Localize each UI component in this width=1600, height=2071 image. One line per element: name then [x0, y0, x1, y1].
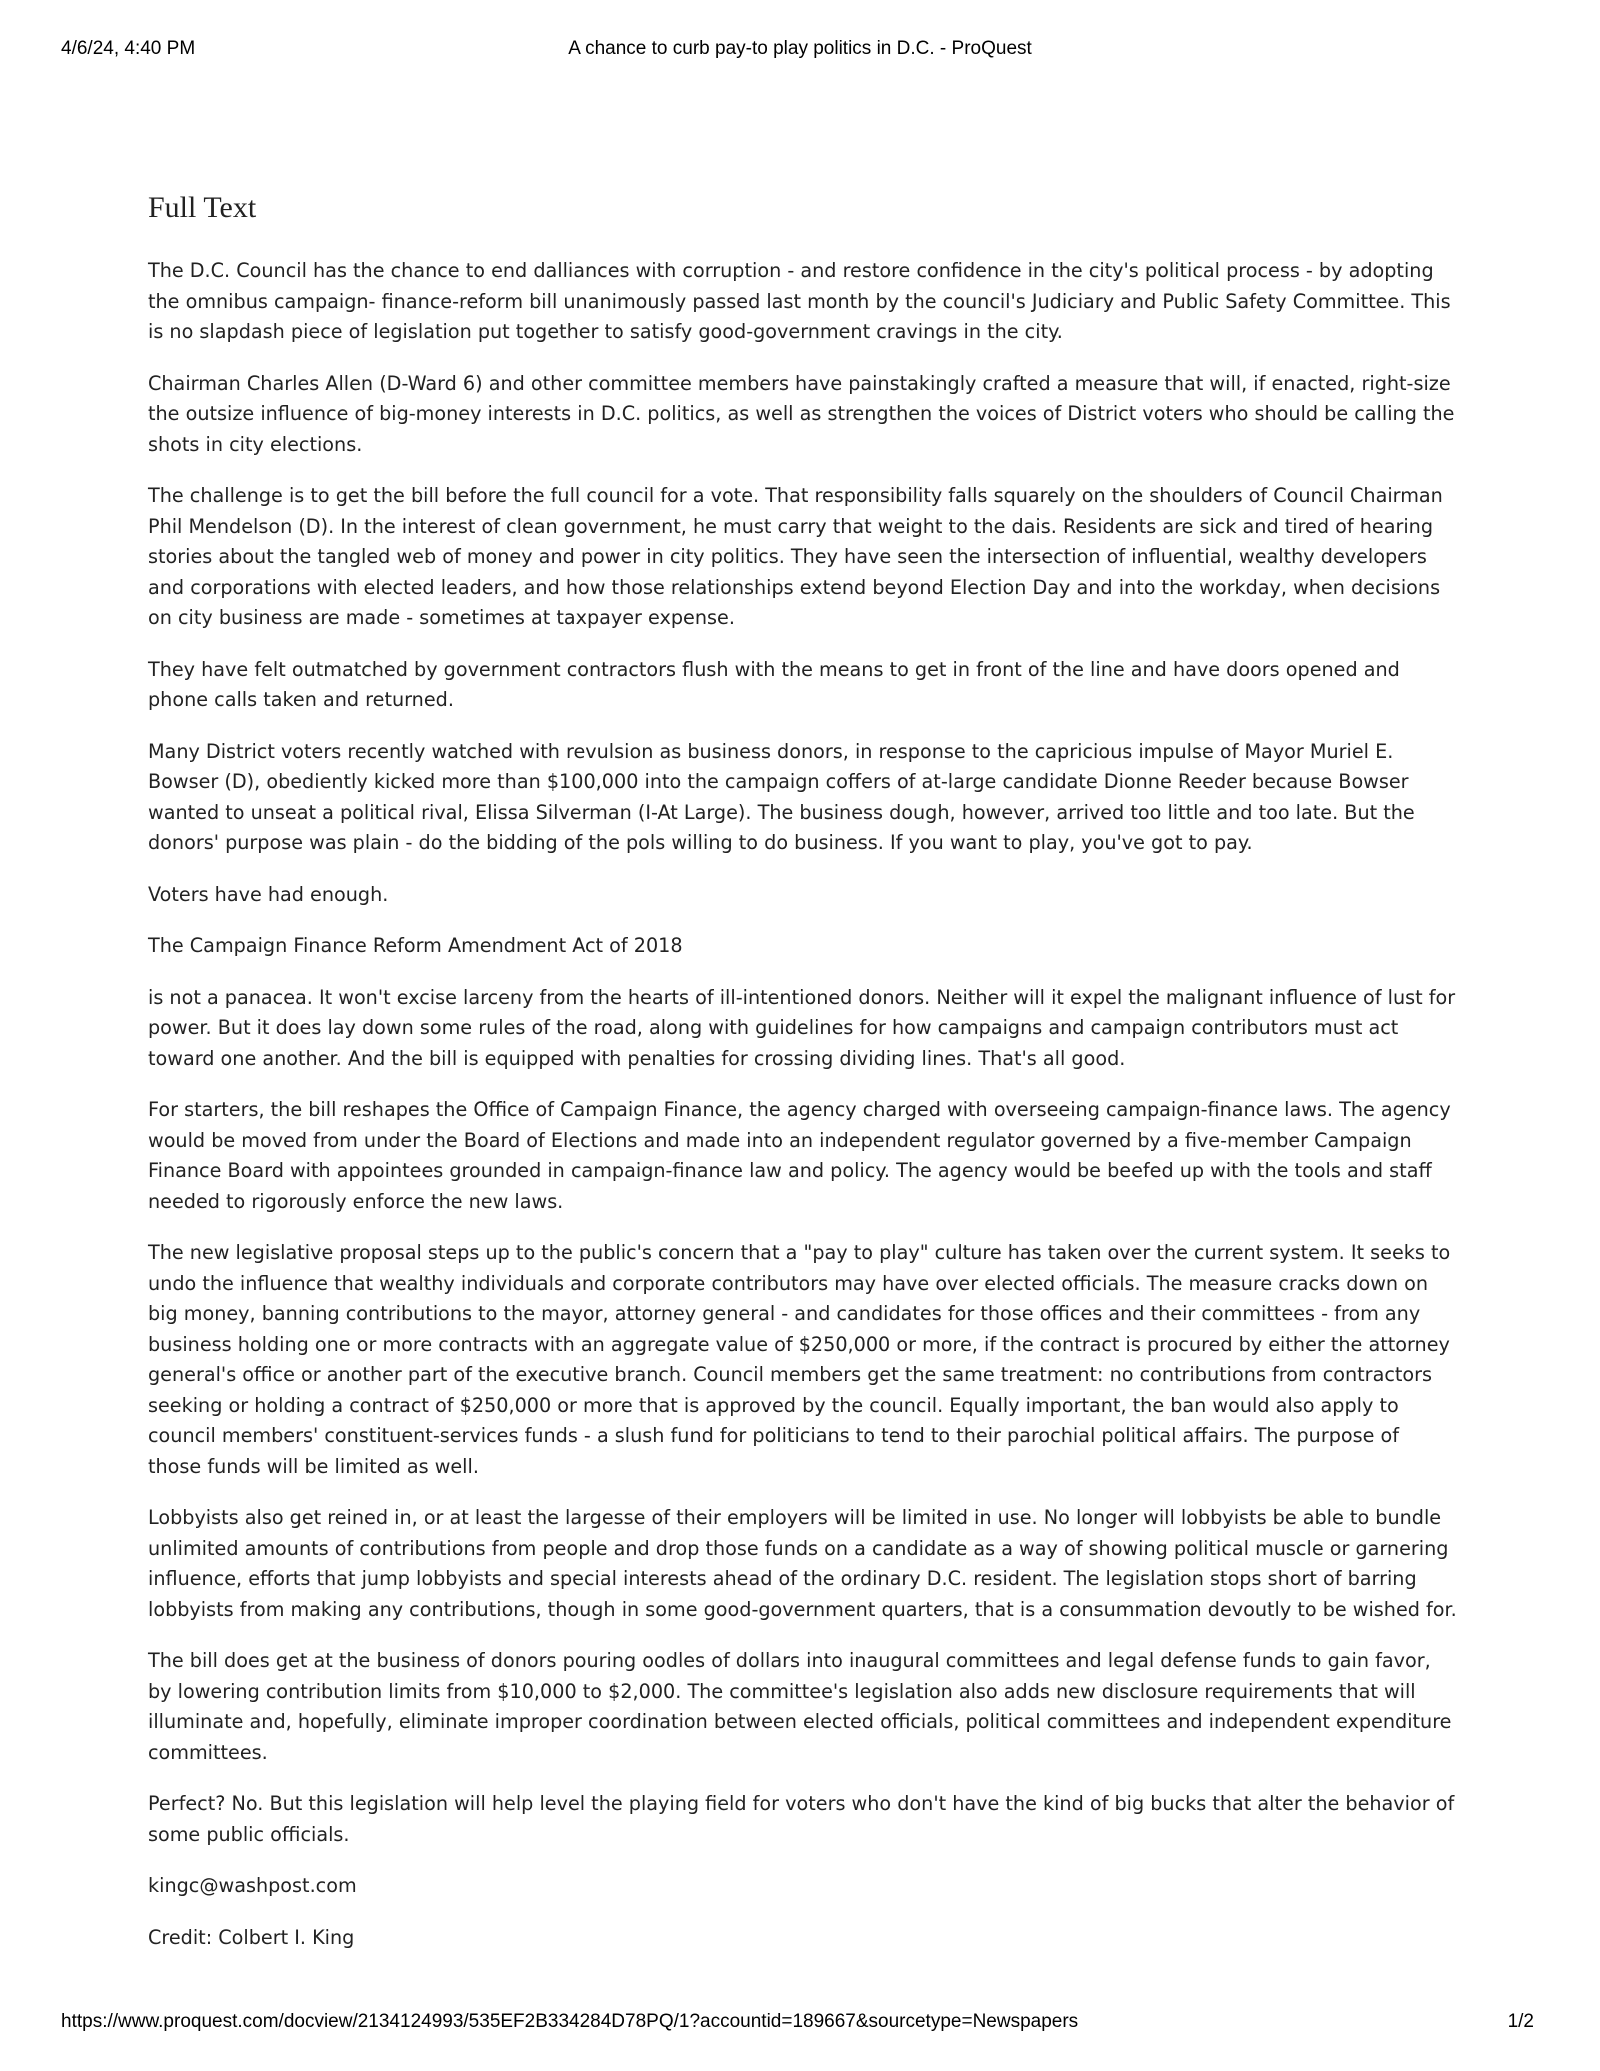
print-header [0, 38, 1600, 66]
article-paragraph: Many District voters recently watched with revulsion as business donors, in response to the capricious impulse of Mayor Muriel E. Bowser (D), obediently kicked more than $100,000 into the campaign coffers of at-large candidate Dionne Reeder because Bowser wanted to unseat a political rival, Elissa Silverman (I-At Large). The business dough, however, arrived too little and too late. But the donors' purpose was plain - do the bidding of the pols willing to do business. If you want to play, you've got to pay. [148, 739, 1415, 854]
article-body [148, 256, 1458, 1953]
section-heading: Full Text [148, 191, 257, 224]
article-paragraph: Chairman Charles Allen (D-Ward 6) and other committee members have painstakingly crafted a measure that will, if enacted, right-size the outsize influence of big-money interests in D.C. politics, as well as strengthen the voices of District voters who should be calling the shots in city elections. [148, 371, 1455, 456]
article-paragraph: The new legislative proposal steps up to the public's concern that a "pay to play" culture has taken over the current system. It seeks to undo the influence that wealthy individuals and corporate contributors may have over elected officials. The measure cracks down on big money, banning contributions to the mayor, attorney general - and candidates for those offices and their committees - from any business holding one or more contracts with an aggregate value of $250,000 or more, if the contract is procured by either the attorney general's office or another part of the executive branch. Council members get the same treatment: no contributions from contractors seeking or holding a contract of $250,000 or more that is approved by the council. Equally important, the ban would also apply to council members' constituent-services funds - a slush fund for politicians to tend to their parochial political affairs. The purpose of those funds will be limited as well. [148, 1241, 1451, 1478]
article-paragraph: Voters have had enough. [148, 882, 389, 906]
article-paragraph: Perfect? No. But this legislation will help level the playing field for voters who don't have the kind of big bucks that alter the behavior of some public officials. [148, 1792, 1455, 1846]
print-page-title: A chance to curb pay-to play politics in D.C. - ProQuest [568, 38, 1032, 59]
article-paragraph: The challenge is to get the bill before the full council for a vote. That responsibility falls squarely on the shoulders of Council Chairman Phil Mendelson (D). In the interest of clean government, he must carry that weight to the dais. Residents are sick and tired of hearing stories about the tangled web of money and power in city politics. They have seen the intersection of influential, wealthy developers and corporations with elected leaders, and how those relationships extend beyond Election Day and into the workday, when decisions on city business are made - sometimes at taxpayer expense. [148, 484, 1443, 629]
document-content [148, 188, 1458, 1974]
article-paragraph: For starters, the bill reshapes the Office of Campaign Finance, the agency charged with overseeing campaign-finance laws. The agency would be moved from under the Board of Elections and made into an independent regulator governed by a five-member Campaign Finance Board with appointees grounded in campaign-finance law and policy. The agency would be beefed up with the tools and staff needed to rigorously enforce the new laws. [148, 1098, 1451, 1213]
article-paragraph: is not a panacea. It won't excise larceny from the hearts of ill-intentioned donors. Neither will it expel the malignant influence of lust for power. But it does lay down some rules of the road, along with guidelines for how campaigns and campaign contributors must act toward one another. And the bill is equipped with penalties for crossing dividing lines. That's all good. [148, 985, 1456, 1070]
author-email: kingc@washpost.com [148, 1874, 357, 1897]
article-paragraph: The bill does get at the business of donors pouring oodles of dollars into inaugural committees and legal defense funds to gain favor, by lowering contribution limits from $10,000 to $2,000. The committee's legislation also adds new disclosure requirements that will illuminate and, hopefully, eliminate improper coordination between elected officials, political committees and independent expenditure committees. [148, 1649, 1452, 1764]
author-credit: Credit: Colbert I. King [148, 1925, 355, 1949]
article-paragraph: The D.C. Council has the chance to end dalliances with corruption - and restore confidence in the city's political process - by adopting the omnibus campaign- finance-reform bill unanimously passed last month by the council's Judiciary and Public Safety Committee. This is no slapdash piece of legislation put together to satisfy good-government cravings in the city. [148, 259, 1451, 343]
print-datetime: 4/6/24, 4:40 PM [61, 38, 196, 59]
page-number: 1/2 [1507, 2011, 1534, 2032]
article-paragraph: Lobbyists also get reined in, or at least the largesse of their employers will be limited in use. No longer will lobbyists be able to bundle unlimited amounts of contributions from people and drop those funds on a candidate as a way of showing political muscle or garnering influence, efforts that jump lobbyists and special interests ahead of the ordinary D.C. resident. The legislation stops short of barring lobbyists from making any contributions, though in some good-government quarters, that is a consummation devoutly to be wished for. [148, 1506, 1457, 1621]
print-footer [0, 2011, 1600, 2039]
article-paragraph: The Campaign Finance Reform Amendment Act of 2018 [148, 934, 683, 957]
article-paragraph: They have felt outmatched by government contractors flush with the means to get in front of the line and have doors opened and phone calls taken and returned. [148, 657, 1400, 711]
print-url: https://www.proquest.com/docview/2134124993/535EF2B334284D78PQ/1?accountid=189667&sourcetype=Newspapers [61, 2011, 1079, 2032]
